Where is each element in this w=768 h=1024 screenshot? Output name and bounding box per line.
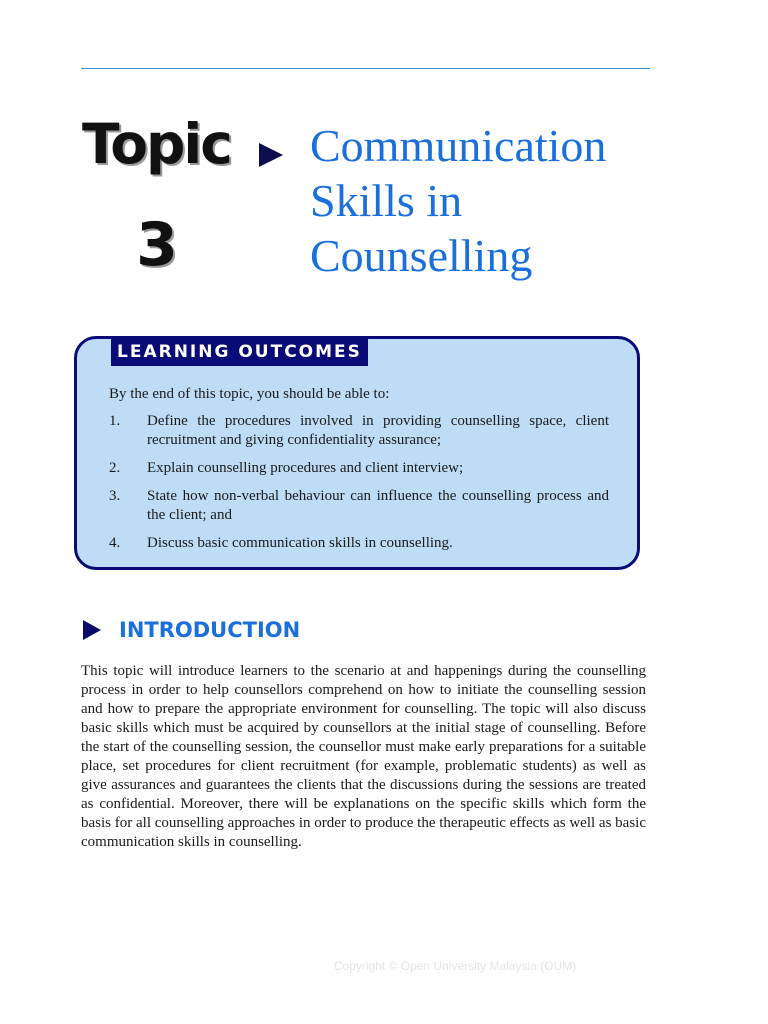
learning-outcomes-header: LEARNING OUTCOMES: [111, 339, 368, 366]
topic-label: [82, 110, 232, 280]
list-item-text: Define the procedures involved in providing counselling space, client recruitment and giving confidentiality assurance;: [147, 413, 609, 448]
list-item: [109, 412, 609, 450]
list-item-number: 1.: [109, 413, 121, 429]
list-item: [109, 459, 609, 478]
learning-outcomes-list: [109, 412, 609, 562]
list-item-number: 2.: [109, 460, 121, 476]
list-item-number: 3.: [109, 488, 121, 504]
list-item: [109, 534, 609, 553]
introduction-paragraph: This topic will introduce learners to the scenario at and happenings during the counselling process in order to help counsellors comprehend on how to initiate the counselling session and how to prepare the appropriate environment for counselling. The topic will also discuss basic skills which must be acquired by counsellors at the initial stage of counselling. Before the start of the counselling session, the counsellor must make early preparations for a suitable place, set procedures for client recruitment (for example, problematic students) as well as give assurances and guarantees the clients that the discussions during the sessions are treated as confidential. Moreover, there will be explanations on the specific skills which form the basis for all counselling approaches in order to produce the therapeutic effects as well as basic communication skills in counselling.: [81, 663, 646, 850]
section-arrow-icon: [83, 620, 101, 640]
list-item-text: Explain counselling procedures and client interview;: [147, 460, 464, 476]
header-rule: [81, 68, 650, 69]
list-item: [109, 487, 609, 525]
chapter-title-line: Counselling: [310, 230, 533, 281]
chapter-title-line: Communication: [310, 120, 607, 171]
chapter-title-line: Skills in: [310, 175, 463, 226]
copyright-watermark: Copyright © Open University Malaysia (OUM): [333, 959, 577, 973]
chapter-title: [310, 118, 660, 283]
title-arrow-icon: [259, 143, 283, 167]
list-item-text: Discuss basic communication skills in counselling.: [147, 535, 453, 551]
topic-number: 3: [136, 210, 178, 280]
topic-word: Topic: [82, 112, 231, 176]
list-item-number: 4.: [109, 535, 121, 551]
introduction-heading: INTRODUCTION: [119, 618, 301, 642]
list-item-text: State how non-verbal behaviour can influence the counselling process and the client; and: [147, 488, 609, 523]
learning-outcomes-intro: By the end of this topic, you should be able to:: [109, 386, 390, 402]
